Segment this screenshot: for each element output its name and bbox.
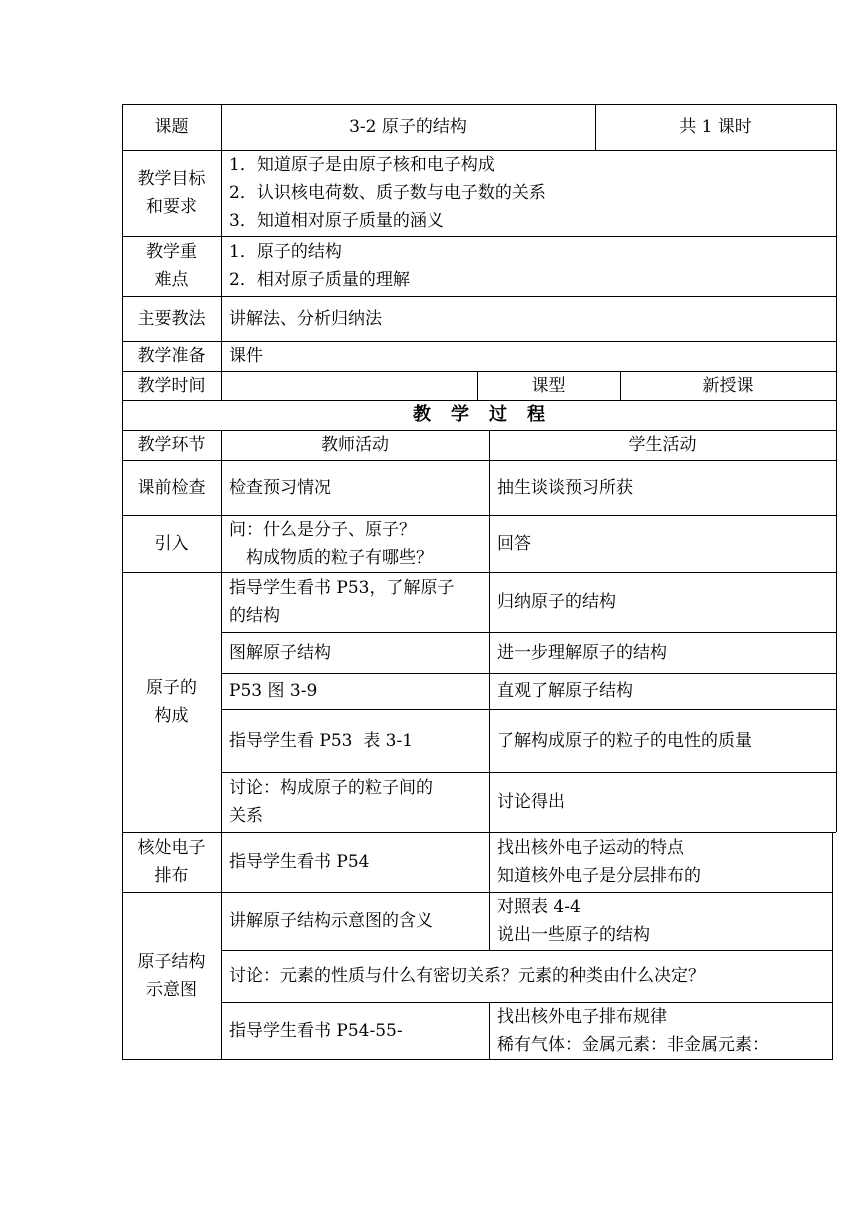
- step-structure-diagram: [122, 892, 221, 1059]
- teacher-activity: 图解原子结构: [229, 642, 331, 663]
- step-label-line: 原子结构: [137, 951, 206, 972]
- prep-label: 教学准备: [137, 346, 206, 366]
- step-precheck: 课前检查: [137, 477, 206, 498]
- student-activity-line: 稀有气体：金属元素：非金属元素：: [497, 1034, 769, 1055]
- student-activity: 抽生谈谈预习所获: [497, 477, 633, 498]
- key-points-label-line: 难点: [154, 270, 189, 290]
- student-activity: 直观了解原子结构: [497, 681, 633, 701]
- student-activity-line: 找出核外电子排布规律: [497, 1006, 667, 1027]
- student-activity: [489, 832, 832, 892]
- student-activity: 讨论得出: [497, 792, 565, 812]
- student-activity: 进一步理解原子的结构: [497, 642, 667, 663]
- student-activity-line: 说出一些原子的结构: [497, 925, 650, 945]
- step-label-line: 示意图: [146, 979, 197, 1000]
- subject-label: 课题: [154, 117, 189, 137]
- col-header-student: 学生活动: [628, 435, 697, 455]
- student-activity: 归纳原子的结构: [497, 592, 616, 612]
- col-header-step: 教学环节: [137, 435, 206, 455]
- step-label-line: 核处电子: [137, 838, 206, 858]
- goal-item: 1．知道原子是由原子核和电子构成: [229, 155, 495, 175]
- student-activity: [489, 1002, 832, 1059]
- teacher-activity: 指导学生看书 P54: [229, 852, 370, 872]
- teacher-activity-line: 指导学生看书 P53，了解原子: [229, 578, 455, 598]
- key-point-item: 1．原子的结构: [229, 242, 342, 262]
- step-electron-arrangement: [122, 832, 221, 892]
- teacher-activity: [221, 515, 489, 572]
- goals-list: [221, 150, 836, 236]
- goal-item: 3．知道相对原子质量的涵义: [229, 211, 444, 231]
- rule: [122, 1059, 832, 1060]
- process-title: 教学过程: [413, 404, 565, 425]
- teacher-activity: 检查预习情况: [229, 477, 331, 498]
- step-label-line: 排布: [154, 866, 189, 886]
- key-points-list: [221, 236, 836, 296]
- teacher-activity: [221, 572, 489, 632]
- teacher-activity-line: 问：什么是分子、原子？: [229, 519, 416, 540]
- step-label-line: 原子的: [146, 678, 197, 698]
- student-activity: [489, 892, 832, 950]
- method-value: 讲解法、分析归纳法: [229, 308, 382, 329]
- teacher-activity: [221, 772, 489, 832]
- teacher-activity-line: 的结构: [229, 606, 280, 626]
- key-points-label-line: 教学重: [146, 242, 197, 262]
- rule: [836, 104, 837, 832]
- teacher-activity: 讲解原子结构示意图的含义: [229, 911, 433, 931]
- lesson-type-value: 新授课: [702, 375, 754, 396]
- teacher-activity: P53 图 3-9: [229, 681, 318, 701]
- discussion-span: 讨论：元素的性质与什么有密切关系？元素的种类由什么决定？: [229, 966, 705, 986]
- time-label: 教学时间: [137, 375, 206, 396]
- key-point-item: 2．相对原子质量的理解: [229, 270, 410, 290]
- teacher-activity-line: 构成物质的粒子有哪些？: [229, 547, 433, 568]
- goals-label: [122, 150, 221, 236]
- step-atom-structure: [122, 572, 221, 832]
- goal-item: 2．认识核电荷数、质子数与电子数的关系: [229, 183, 546, 203]
- prep-value: 课件: [229, 346, 263, 366]
- teacher-activity: 指导学生看 P53 表 3-1: [229, 730, 414, 751]
- rule: [832, 832, 833, 1060]
- teacher-activity-line: 关系: [229, 806, 263, 826]
- lesson-type-label: 课型: [531, 375, 566, 396]
- teacher-activity-line: 讨论：构成原子的粒子间的: [229, 778, 433, 798]
- student-activity-line: 对照表 4-4: [497, 897, 581, 917]
- lesson-hours: 共 1 课时: [679, 117, 752, 137]
- step-label-line: 构成: [154, 706, 189, 726]
- subject-title: 3-2 原子的结构: [349, 117, 467, 137]
- method-label: 主要教法: [137, 308, 206, 329]
- goals-label-line: 和要求: [146, 197, 197, 217]
- student-activity: 回答: [497, 533, 531, 554]
- goals-label-line: 教学目标: [137, 169, 206, 189]
- student-activity-line: 找出核外电子运动的特点: [497, 838, 684, 858]
- time-value: [221, 371, 477, 400]
- student-activity: 了解构成原子的粒子的电性的质量: [497, 730, 752, 751]
- teacher-activity: 指导学生看书 P54-55-: [229, 1020, 403, 1041]
- step-intro: 引入: [154, 533, 189, 554]
- student-activity-line: 知道核外电子是分层排布的: [497, 866, 701, 886]
- col-header-teacher: 教师活动: [321, 435, 389, 455]
- key-points-label: [122, 236, 221, 296]
